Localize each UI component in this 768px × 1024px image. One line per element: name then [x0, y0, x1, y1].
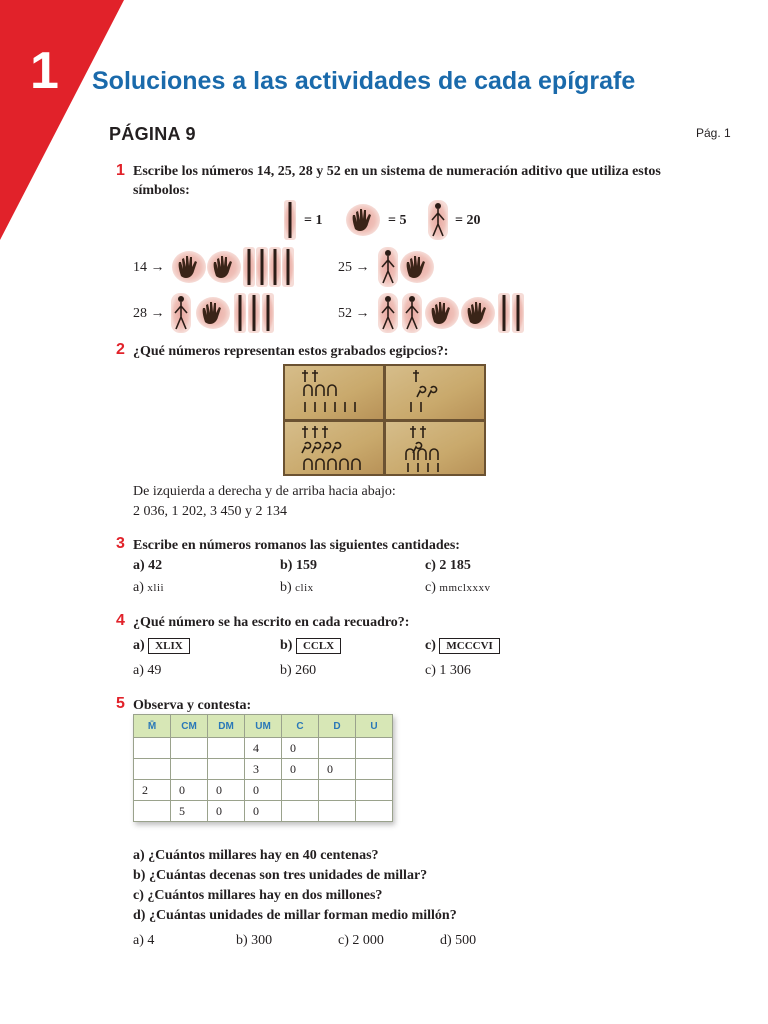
man-icon — [402, 293, 422, 333]
legend-stick-value: = 1 — [304, 213, 323, 228]
table-row — [134, 780, 393, 801]
q5-question-a: a) ¿Cuántos millares hay en 40 centenas? — [133, 848, 379, 863]
table-cell — [319, 780, 356, 801]
table-cell — [134, 759, 171, 780]
table-cell — [319, 801, 356, 822]
item-14-label: 14 → — [133, 260, 165, 275]
man-icon — [378, 247, 398, 287]
table-cell — [356, 759, 393, 780]
legend-man-value: = 20 — [455, 213, 481, 228]
table-cell — [356, 738, 393, 759]
question-5-text: Observa y contesta: — [133, 698, 252, 713]
stick-icon — [498, 293, 510, 333]
hand-icon — [425, 296, 459, 330]
item-28-label: 28 → — [133, 306, 165, 321]
table-cell — [208, 759, 245, 780]
table-cell: 3 — [245, 759, 282, 780]
question-5-number: 5 — [116, 695, 125, 712]
q4-item-b: b) CCLX — [280, 637, 341, 655]
q4-answer-b: b) 260 — [280, 663, 317, 678]
table-cell: 2 — [134, 780, 171, 801]
hand-icon — [400, 250, 434, 284]
q5-question-b: b) ¿Cuántas decenas son tres unidades de millar? — [133, 868, 428, 883]
table-cell: 0 — [208, 801, 245, 822]
q3-item-b: b) 159 — [280, 558, 317, 573]
q5-answer-a: a) 4 — [133, 933, 155, 948]
table-cell: 0 — [282, 759, 319, 780]
chapter-number: 1 — [30, 42, 59, 100]
question-2-text: ¿Qué números representan estos grabados egipcios?: — [133, 344, 449, 359]
table-cell — [134, 801, 171, 822]
q3-answer-c: c) mmclxxxv — [425, 580, 491, 595]
stick-icon — [262, 293, 274, 333]
stick-icon — [248, 293, 260, 333]
place-value-table — [133, 714, 393, 822]
question-3-text: Escribe en números romanos las siguientes cantidades: — [133, 538, 460, 553]
q5-answer-b: b) 300 — [236, 933, 273, 948]
table-cell: 0 — [208, 780, 245, 801]
question-1-text: Escribe los números 14, 25, 28 y 52 en un sistema de numeración aditivo que utiliza estos símbolos: — [133, 164, 661, 198]
hand-icon — [172, 250, 206, 284]
q3-answer-a: a) xlii — [133, 580, 165, 595]
q5-answer-c: c) 2 000 — [338, 933, 384, 948]
column-header: CM — [171, 715, 208, 738]
q4-answer-c: c) 1 306 — [425, 663, 471, 678]
hand-icon — [461, 296, 495, 330]
table-cell: 0 — [282, 738, 319, 759]
question-2-answer-intro: De izquierda a derecha y de arriba hacia abajo: — [133, 484, 396, 499]
column-header: D — [319, 715, 356, 738]
q3-item-a: a) 42 — [133, 558, 163, 573]
table-cell: 0 — [245, 780, 282, 801]
column-header: UM — [245, 715, 282, 738]
question-1-number: 1 — [116, 162, 125, 179]
page-reference: Pág. 1 — [696, 126, 731, 140]
column-header: U — [356, 715, 393, 738]
stick-icon — [243, 247, 255, 287]
column-header: M̄ — [134, 715, 171, 738]
stick-icon — [256, 247, 268, 287]
page-title: Soluciones a las actividades de cada epígrafe — [92, 67, 636, 95]
column-header: DM — [208, 715, 245, 738]
stick-icon — [269, 247, 281, 287]
man-icon — [171, 293, 191, 333]
q5-answer-d: d) 500 — [440, 933, 477, 948]
page-heading: PÁGINA 9 — [109, 124, 196, 144]
hand-icon — [196, 296, 230, 330]
item-25-label: 25 → — [338, 260, 370, 275]
table-cell: 0 — [319, 759, 356, 780]
q4-item-c: c) MCCCVI — [425, 637, 500, 655]
table-cell — [171, 738, 208, 759]
q5-question-c: c) ¿Cuántos millares hay en dos millones? — [133, 888, 383, 903]
table-cell — [171, 759, 208, 780]
table-cell: 0 — [245, 801, 282, 822]
table-cell — [319, 738, 356, 759]
question-4-number: 4 — [116, 612, 125, 629]
stick-icon — [282, 247, 294, 287]
table-cell — [356, 801, 393, 822]
q3-answer-b: b) clix — [280, 580, 314, 595]
table-cell: 4 — [245, 738, 282, 759]
q5-question-d: d) ¿Cuántas unidades de millar forman medio millón? — [133, 908, 457, 923]
table-cell — [282, 780, 319, 801]
man-icon — [378, 293, 398, 333]
stick-symbol-icon — [284, 200, 296, 240]
stick-icon — [512, 293, 524, 333]
table-cell: 0 — [171, 780, 208, 801]
table-cell: 5 — [171, 801, 208, 822]
column-header: C — [282, 715, 319, 738]
egyptian-carvings-image — [283, 364, 486, 476]
table-cell — [134, 738, 171, 759]
table-cell — [208, 738, 245, 759]
hand-symbol-icon — [346, 203, 380, 237]
q3-item-c: c) 2 185 — [425, 558, 471, 573]
table-header-row — [134, 715, 393, 738]
question-2-answer: 2 036, 1 202, 3 450 y 2 134 — [133, 504, 287, 519]
stick-icon — [234, 293, 246, 333]
hand-icon — [207, 250, 241, 284]
man-symbol-icon — [428, 200, 448, 240]
question-2-number: 2 — [116, 341, 125, 358]
table-cell — [282, 801, 319, 822]
table-row — [134, 759, 393, 780]
q4-answer-a: a) 49 — [133, 663, 162, 678]
legend-hand-value: = 5 — [388, 213, 407, 228]
table-cell — [356, 780, 393, 801]
table-row — [134, 801, 393, 822]
q4-item-a: a) XLIX — [133, 637, 190, 655]
question-4-text: ¿Qué número se ha escrito en cada recuadro?: — [133, 615, 410, 630]
table-row — [134, 738, 393, 759]
question-3-number: 3 — [116, 535, 125, 552]
item-52-label: 52 → — [338, 306, 370, 321]
